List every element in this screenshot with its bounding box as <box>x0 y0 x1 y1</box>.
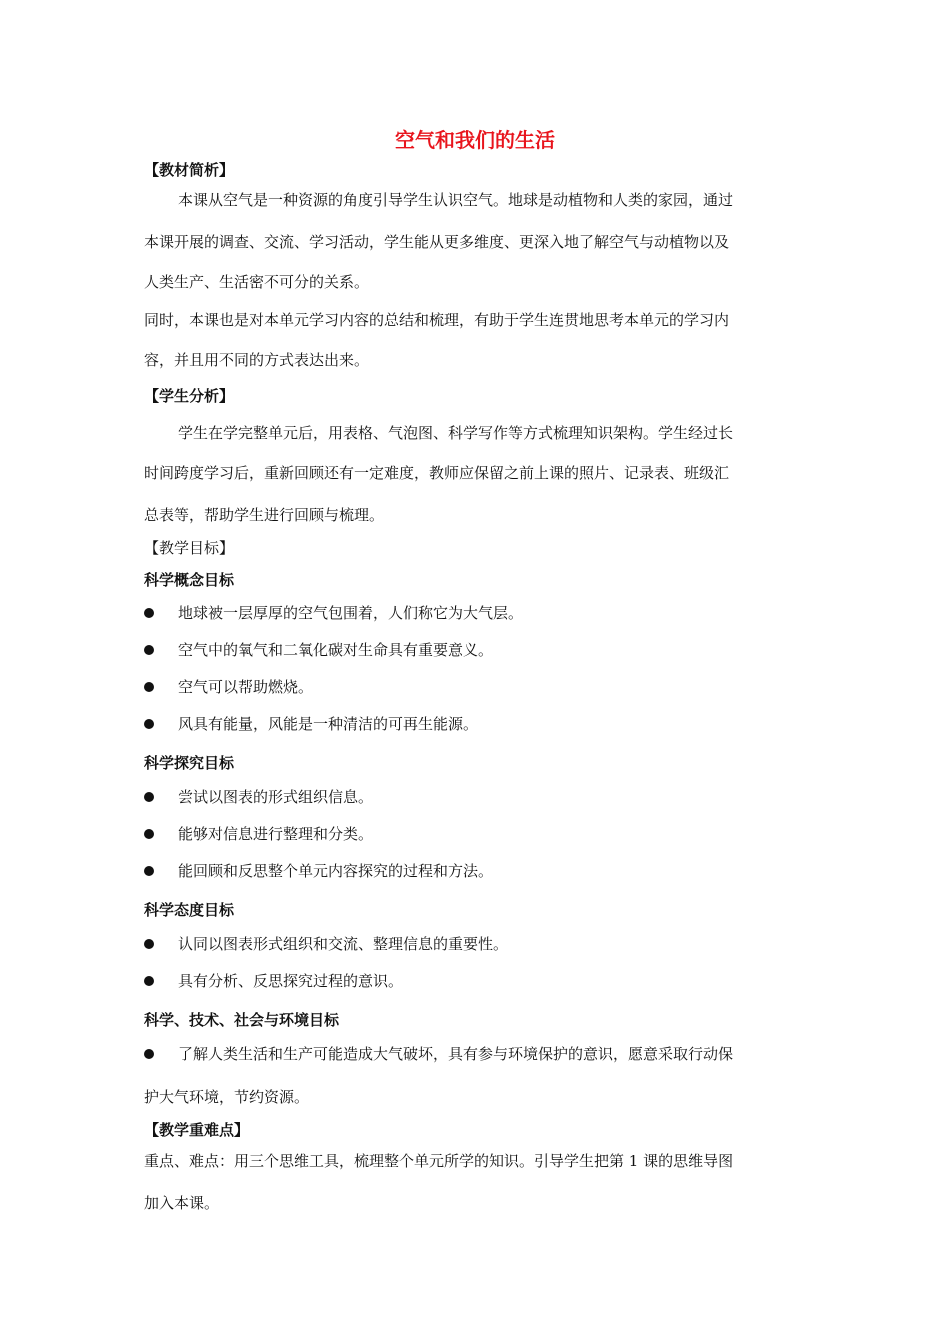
paragraph-line: 时间跨度学习后，重新回顾还有一定难度，教师应保留之前上课的照片、记录表、班级汇 <box>144 464 730 482</box>
bullet-icon <box>144 608 154 618</box>
goal-title-concept: 科学概念目标 <box>144 571 235 589</box>
list-item: 空气可以帮助燃烧。 <box>178 678 314 696</box>
list-item: 地球被一层厚厚的空气包围着，人们称它为大气层。 <box>178 604 524 622</box>
list-item: 风具有能量，风能是一种清洁的可再生能源。 <box>178 715 479 733</box>
paragraph-line: 容，并且用不同的方式表达出来。 <box>144 351 370 369</box>
paragraph-line: 同时，本课也是对本单元学习内容的总结和梳理，有助于学生连贯地思考本单元的学习内 <box>144 311 730 329</box>
goal-title-inquiry: 科学探究目标 <box>144 754 235 772</box>
list-item: 空气中的氧气和二氧化碳对生命具有重要意义。 <box>178 641 494 659</box>
paragraph-line: 学生在学完整单元后，用表格、气泡图、科学写作等方式梳理知识架构。学生经过长 <box>178 424 734 442</box>
bullet-icon <box>144 939 154 949</box>
goal-title-stse: 科学、技术、社会与环境目标 <box>144 1011 340 1029</box>
list-item: 了解人类生活和生产可能造成大气破坏，具有参与环境保护的意识，愿意采取行动保 <box>178 1045 734 1063</box>
paragraph-line: 加入本课。 <box>144 1194 220 1212</box>
bullet-icon <box>144 829 154 839</box>
paragraph-line: 总表等，帮助学生进行回顾与梳理。 <box>144 506 385 524</box>
list-item: 尝试以图表的形式组织信息。 <box>178 788 374 806</box>
bullet-icon <box>144 792 154 802</box>
list-item: 具有分析、反思探究过程的意识。 <box>178 972 404 990</box>
goal-title-attitude: 科学态度目标 <box>144 901 235 919</box>
section-heading-student-analysis: 【学生分析】 <box>144 387 235 405</box>
paragraph-line: 本课从空气是一种资源的角度引导学生认识空气。地球是动植物和人类的家园，通过 <box>178 191 734 209</box>
paragraph-line: 重点、难点：用三个思维工具，梳理整个单元所学的知识。引导学生把第 1 课的思维导图 <box>144 1152 734 1170</box>
document-title: 空气和我们的生活 <box>395 128 555 152</box>
paragraph-line: 人类生产、生活密不可分的关系。 <box>144 273 370 291</box>
section-heading-key-difficult-points: 【教学重难点】 <box>144 1121 250 1139</box>
bullet-icon <box>144 682 154 692</box>
paragraph-line: 本课开展的调查、交流、学习活动，学生能从更多维度、更深入地了解空气与动植物以及 <box>144 233 730 251</box>
bullet-icon <box>144 976 154 986</box>
bullet-icon <box>144 645 154 655</box>
list-item: 认同以图表形式组织和交流、整理信息的重要性。 <box>178 935 509 953</box>
section-heading-teaching-goals: 【教学目标】 <box>144 539 235 557</box>
bullet-icon <box>144 1049 154 1059</box>
bullet-icon <box>144 866 154 876</box>
list-item-continuation: 护大气环境，节约资源。 <box>144 1088 310 1106</box>
section-heading-textbook-analysis: 【教材简析】 <box>144 161 235 179</box>
list-item: 能回顾和反思整个单元内容探究的过程和方法。 <box>178 862 494 880</box>
bullet-icon <box>144 719 154 729</box>
list-item: 能够对信息进行整理和分类。 <box>178 825 374 843</box>
